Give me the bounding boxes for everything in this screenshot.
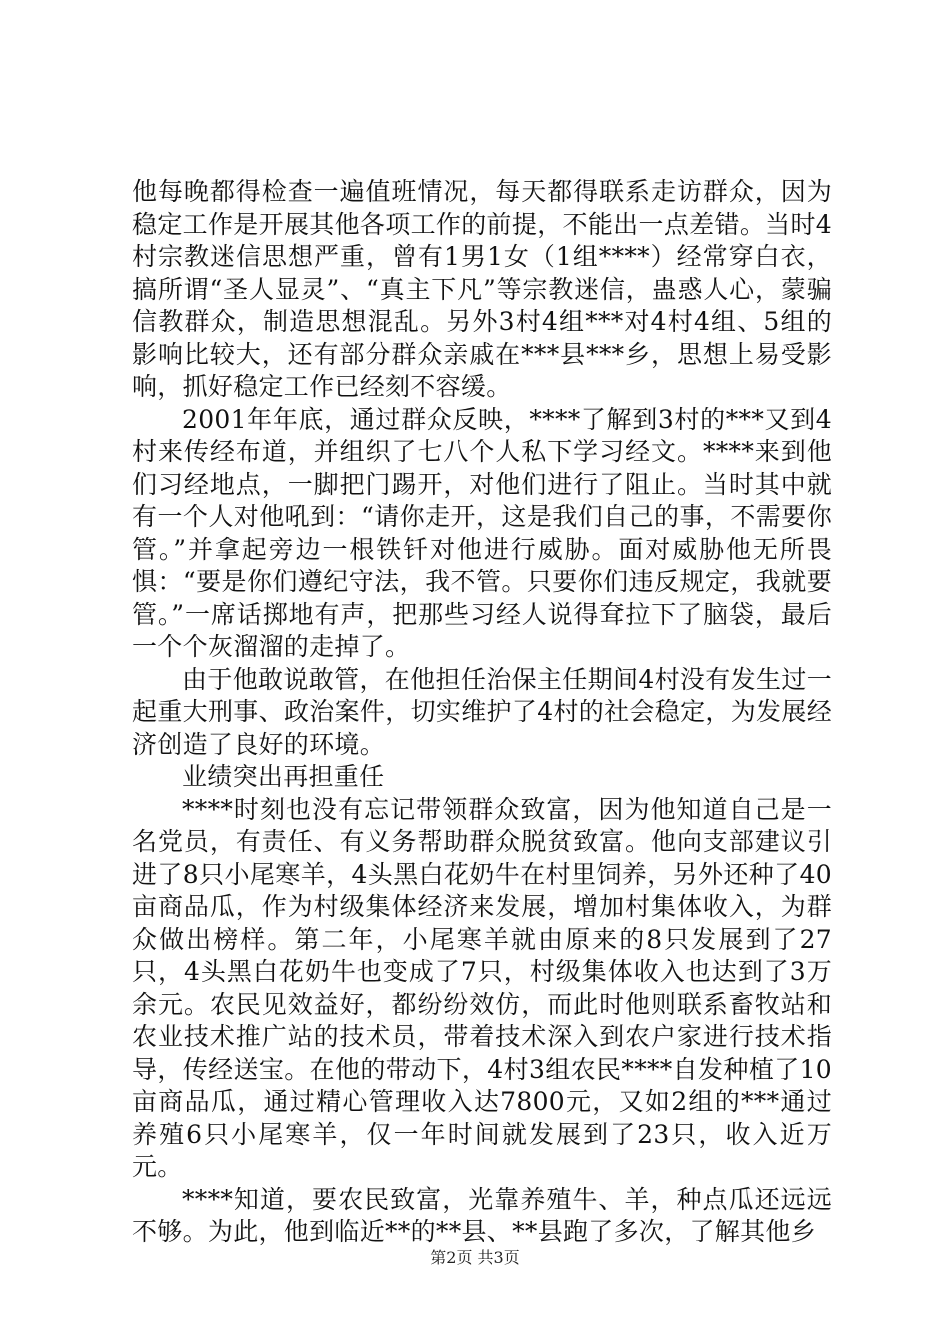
page-footer: 第2页 共3页 [430,1248,520,1267]
paragraph-1: 他每晚都得检查一遍值班情况，每天都得联系走访群众，因为稳定工作是开展其他各项工作的前提，不能出一点差错。当时4村宗教迷信思想严重，曾有1男1女（1组****）经常穿白衣，搞所谓“圣人显灵”、“真主下凡”等宗教迷信，蛊惑人心，蒙骗信教群众，制造思想混乱。另外3村4组***对4村4组、5组的影响比较大，还有部分群众亲戚在***县***乡，思想上易受影响，抓好稳定工作已经刻不容缓。 [132,177,832,401]
document-body [132,176,832,1249]
paragraph-2: 2001年年底，通过群众反映，****了解到3村的***又到4村来传经布道，并组织了七八个人私下学习经文。****来到他们习经地点，一脚把门踢开，对他们进行了阻止。当时其中就有一个人对他吼到：“请你走开，这是我们自己的事，不需要你管。”并拿起旁边一根铁钎对他进行威胁。面对威胁他无所畏惧：“要是你们遵纪守法，我不管。只要你们违反规定，我就要管。”一席话掷地有声，把那些习经人说得耷拉下了脑袋，最后一个个灰溜溜的走掉了。 [132,404,832,661]
paragraph-4: ****时刻也没有忘记带领群众致富，因为他知道自己是一名党员，有责任、有义务帮助群众脱贫致富。他向支部建议引进了8只小尾寒羊，4头黑白花奶牛在村里饲养，另外还种了40亩商品瓜，作为村级集体经济来发展，增加村集体收入，为群众做出榜样。第二年，小尾寒羊就由原来的8只发展到了27只，4头黑白花奶牛也变成了7只，村级集体收入也达到了3万余元。农民见效益好，都纷纷效仿，而此时他则联系畜牧站和农业技术推广站的技术员，带着技术深入到农户家进行技术指导，传经送宝。在他的带动下，4村3组农民****自发种植了10亩商品瓜，通过精心管理收入达7800元，又如2组的***通过养殖6只小尾寒羊，仅一年时间就发展到了23只，收入近万元。 [132,794,832,1181]
section-heading: 业绩突出再担重任 [182,762,385,791]
paragraph-5: ****知道，要农民致富，光靠养殖牛、羊，种点瓜还远远不够。为此，他到临近**的**县、**县跑了多次，了解其他乡 [132,1184,832,1246]
paragraph-3: 由于他敢说敢管，在他担任治保主任期间4村没有发生过一起重大刑事、政治案件，切实维护了4村的社会稳定，为发展经济创造了良好的环境。 [132,664,832,759]
